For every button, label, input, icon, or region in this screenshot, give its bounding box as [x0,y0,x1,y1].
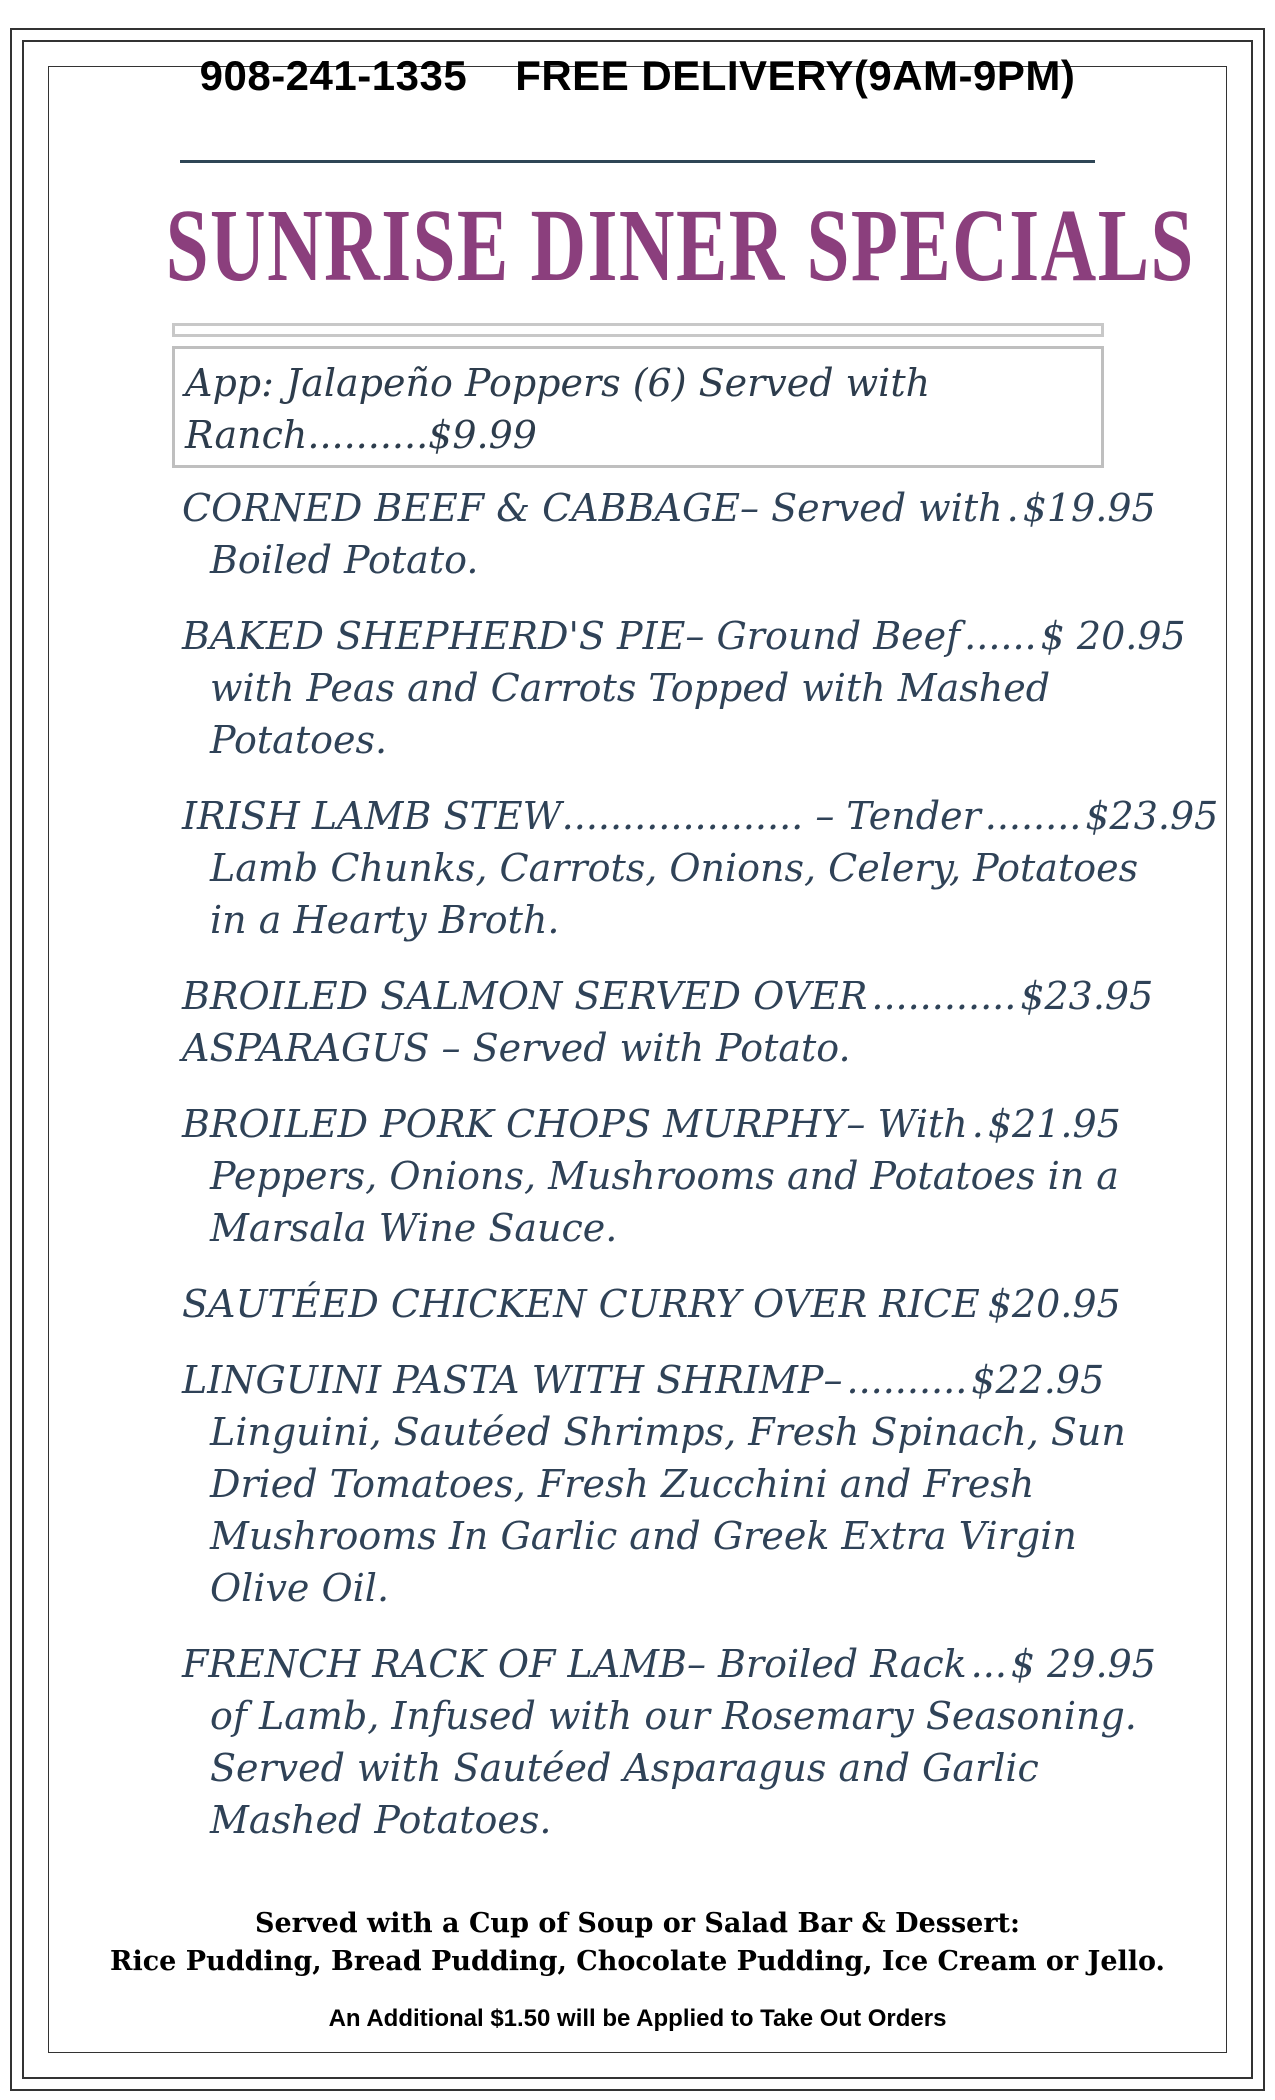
menu-item-name: FRENCH RACK OF LAMB [182,1642,687,1686]
menu-item-leader: ........ [984,794,1082,838]
menu-item-name: SAUTÉED CHICKEN CURRY OVER RICE [182,1282,980,1326]
menu-item [182,1638,1156,1846]
menu-item-price: $20.95 [987,1282,1121,1326]
menu-item-header [182,1354,1105,1406]
menu-item-header [182,610,1186,662]
menu-item-description: Dried Tomatoes, Fresh Zucchini and Fresh [210,1462,1035,1506]
menu-item-description: Served with Sautéed Asparagus and Garlic [210,1746,1039,1790]
delivery-info: FREE DELIVERY(9AM-9PM) [515,52,1076,99]
menu-item-desc: – With [846,1102,968,1146]
menu-item [182,610,1186,766]
takeout-note: An Additional $1.50 will be Applied to Take Out Orders [328,2005,947,2032]
menu-item-price: $21.95 [987,1102,1121,1146]
menu-item-header [182,1098,1121,1150]
menu-item-header [182,482,1156,534]
menu-items [182,482,1219,1870]
menu-item [182,482,1156,586]
menu-item-name: BAKED SHEPHERD'S PIE [182,614,686,658]
menu-item-description: Lamb Chunks, Carrots, Onions, Celery, Potatoes [210,846,1139,890]
menu-item-leader: ............ [871,974,1017,1018]
menu-item-price: $ 20.95 [1040,614,1186,658]
menu-item-description: Mushrooms In Garlic and Greek Extra Virgin [210,1514,1077,1558]
menu-item [182,1098,1121,1254]
menu-item-description: Marsala Wine Sauce. [210,1206,618,1250]
menu-item-description: Mashed Potatoes. [210,1798,552,1842]
menu-item [182,1278,1121,1330]
menu-item-header [182,1638,1156,1690]
menu-item-name: IRISH LAMB STEW [182,794,562,838]
menu-item-description: Boiled Potato. [210,538,479,582]
menu-item-desc: – Served with [740,486,1003,530]
menu-item [182,790,1219,946]
menu-item-name: CORNED BEEF & CABBAGE [182,486,741,530]
divider-band [172,323,1104,337]
menu-item-leader: . [971,1102,984,1146]
menu-item-price: $22.95 [971,1358,1105,1402]
appetizer-box [172,346,1104,468]
header [0,52,1275,100]
menu-item-price: $ 29.95 [1010,1642,1156,1686]
menu-item-description: Olive Oil. [210,1566,390,1610]
menu-item-price: $23.95 [1085,794,1219,838]
menu-item-name: BROILED PORK CHOPS MURPHY [182,1102,847,1146]
menu-item [182,1354,1126,1614]
menu-item-name: LINGUINI PASTA WITH SHRIMP [182,1358,824,1402]
menu-item-price: $19.95 [1022,486,1156,530]
menu-item-description: of Lamb, Infused with our Rosemary Seasoning. [210,1694,1137,1738]
menu-item-leader: .......... [846,1358,968,1402]
menu-item-description: Peppers, Onions, Mushrooms and Potatoes in a [210,1154,1119,1198]
menu-item-leader: . [1006,486,1019,530]
menu-item-description: Potatoes. [210,718,388,762]
menu-item [182,970,1154,1074]
menu-item-desc: – Ground Beef [685,614,961,658]
page-title: SUNRISE DINER SPECIALS [165,188,1195,303]
menu-item-header [182,970,1154,1022]
menu-item-price: $23.95 [1020,974,1154,1018]
menu-item-description: in a Hearty Broth. [210,898,560,942]
menu-item-header [182,1278,1121,1330]
phone-number: 908-241-1335 [199,52,468,99]
menu-item-description: ASPARAGUS – Served with Potato. [182,1026,851,1070]
menu-item-desc: – [823,1358,843,1402]
appetizer-line-1: App: Jalapeño Poppers (6) Served with [185,361,931,405]
footer-line-2: Rice Pudding, Bread Pudding, Chocolate Pudding, Ice Cream or Jello. [110,1946,1165,1977]
menu-item-desc: .................... – Tender [561,794,981,838]
appetizer-line-2: Ranch..........$9.99 [185,413,537,457]
header-rule [180,160,1095,163]
menu-item-description: Linguini, Sautéed Shrimps, Fresh Spinach, Sun [210,1410,1126,1454]
menu-item-description: with Peas and Carrots Topped with Mashed [210,666,1051,710]
menu-item-leader: ... [970,1642,1007,1686]
menu-item-desc: – Broiled Rack [686,1642,967,1686]
menu-item-header [182,790,1219,842]
menu-item-name: BROILED SALMON SERVED OVER [182,974,868,1018]
footer-sides [0,1905,1275,1981]
menu-item-leader: ...... [964,614,1037,658]
footer-line-1: Served with a Cup of Soup or Salad Bar & Dessert: [255,1908,1020,1939]
